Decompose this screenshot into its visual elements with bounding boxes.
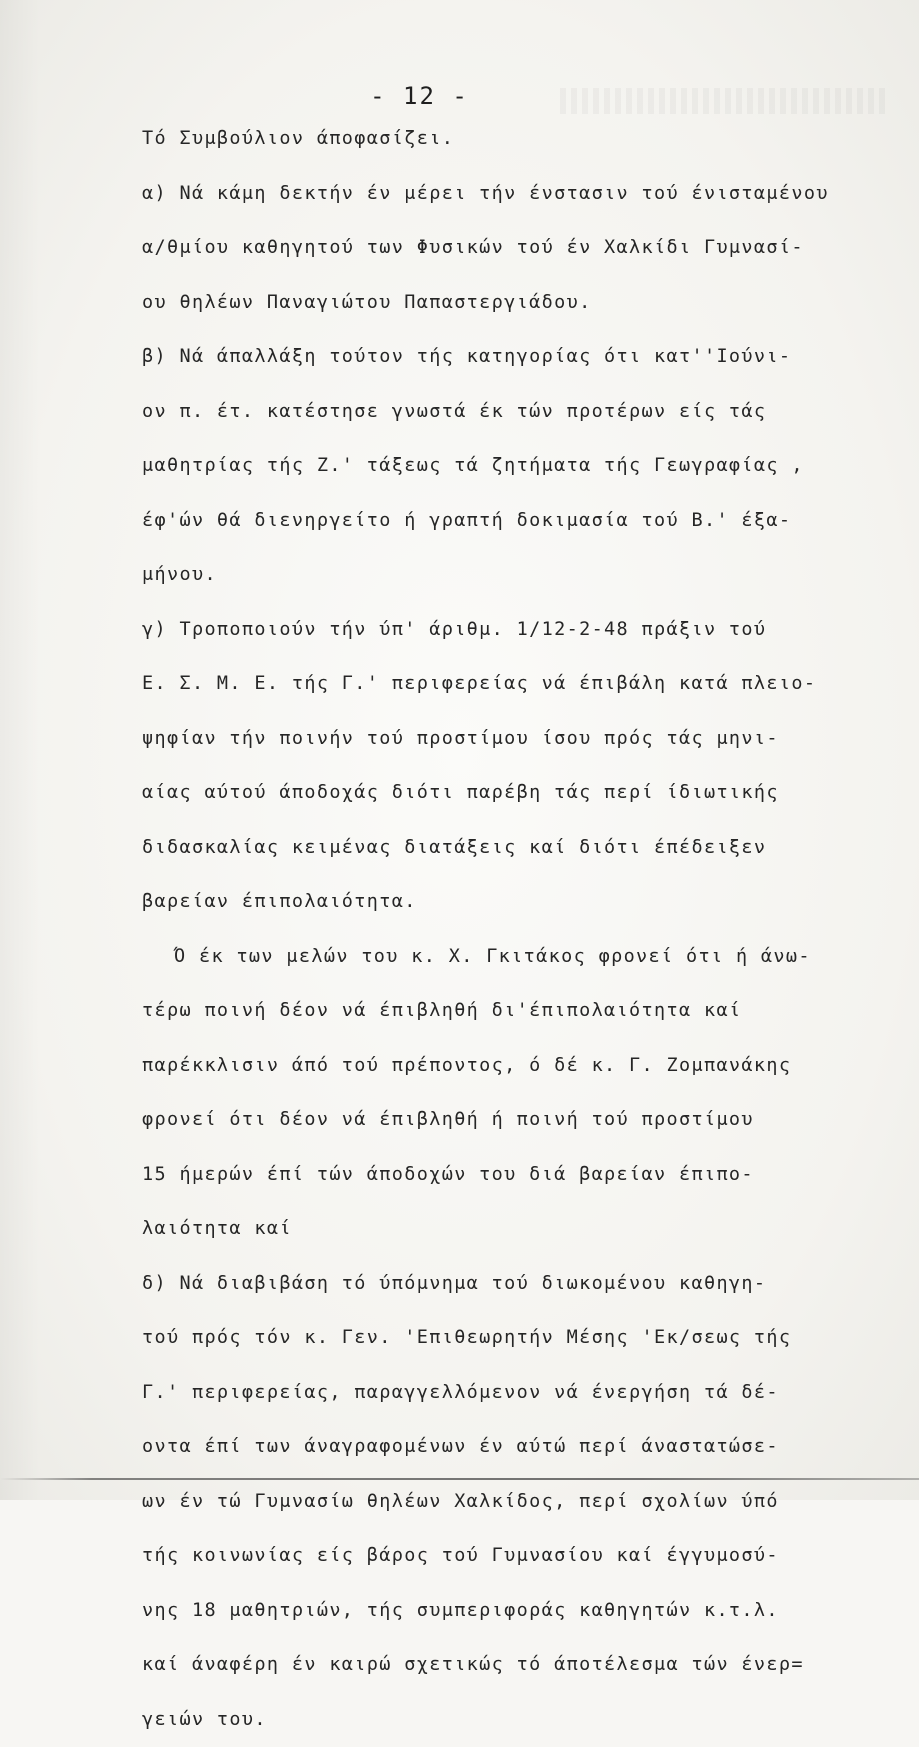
text-line: α/θμίου καθηγητού των Φυσικών τού έν Χαλκίδι Γυμνασί- bbox=[142, 221, 912, 276]
text-line: φρονεί ότι δέον νά έπιβληθή ή ποινή τού προστίμου bbox=[142, 1093, 912, 1148]
text-line: τέρω ποινή δέον νά έπιβληθή δι'έπιπολαιότητα καί bbox=[142, 984, 912, 1039]
page-number: - 12 - bbox=[0, 82, 879, 110]
text-line: ον π. έτ. κατέστησε γνωστά έκ τών προτέρων είς τάς bbox=[142, 385, 912, 440]
text-line: μαθητρίας τής Ζ.' τάξεως τά ζητήματα τής Γεωγραφίας , bbox=[142, 439, 912, 494]
text-line: Τό Συμβούλιον άποφασίζει. bbox=[142, 112, 912, 167]
text-line: τής κοινωνίας είς βάρος τού Γυμνασίου καί έγγυμοσύ- bbox=[142, 1529, 912, 1584]
text-line: αίας αύτού άποδοχάς διότι παρέβη τάς περί ίδιωτικής bbox=[142, 766, 912, 821]
text-line: Ε. Σ. Μ. Ε. τής Γ.' περιφερείας νά έπιβάλη κατά πλειο- bbox=[142, 657, 912, 712]
text-line: βαρείαν έπιπολαιότητα. bbox=[142, 875, 912, 930]
text-line: β) Νά άπαλλάξη τούτον τής κατηγορίας ότι κατ''Ιούνι- bbox=[142, 330, 912, 385]
text-line: διδασκαλίας κειμένας διατάξεις καί διότι έπέδειξεν bbox=[142, 821, 912, 876]
text-line: α) Νά κάμη δεκτήν έν μέρει τήν ένστασιν τού ένισταμένου bbox=[142, 167, 912, 222]
text-line: γ) Τροποποιούν τήν ύπ' άριθμ. 1/12-2-48 πράξιν τού bbox=[142, 603, 912, 658]
text-line: δ) Νά διαβιβάση τό ύπόμνημα τού διωκομένου καθηγη- bbox=[142, 1257, 912, 1312]
text-line: 15 ήμερών έπί τών άποδοχών του διά βαρείαν έπιπο- bbox=[142, 1148, 912, 1203]
text-line: γειών του. bbox=[142, 1693, 912, 1747]
text-line: έφ'ών θά διενηργείτο ή γραπτή δοκιμασία τού Β.' έξα- bbox=[142, 494, 912, 549]
text-line: τού πρός τόν κ. Γεν. 'Επιθεωρητήν Μέσης 'Εκ/σεως τής bbox=[142, 1311, 912, 1366]
text-line: παρέκκλισιν άπό τού πρέποντος, ό δέ κ. Γ. Ζομπανάκης bbox=[142, 1039, 912, 1094]
text-line: μήνου. bbox=[142, 548, 912, 603]
text-line: ου θηλέων Παναγιώτου Παπαστεργιάδου. bbox=[142, 276, 912, 331]
text-line: νης 18 μαθητριών, τής συμπεριφοράς καθηγητών κ.τ.λ. bbox=[142, 1584, 912, 1639]
text-line: λαιότητα καί bbox=[142, 1202, 912, 1257]
text-line: ων έν τώ Γυμνασίω θηλέων Χαλκίδος, περί σχολίων ύπό bbox=[142, 1475, 912, 1530]
text-line: Ό έκ των μελών του κ. Χ. Γκιτάκος φρονεί ότι ή άνω- bbox=[142, 930, 912, 985]
text-line: οντα έπί των άναγραφομένων έν αύτώ περί άναστατώσε- bbox=[142, 1420, 912, 1475]
text-line: Γ.' περιφερείας, παραγγελλόμενον νά ένεργήση τά δέ- bbox=[142, 1366, 912, 1421]
text-line: ψηφίαν τήν ποινήν τού προστίμου ίσου πρός τάς μηνι- bbox=[142, 712, 912, 767]
document-body bbox=[142, 112, 912, 1747]
bottom-divider bbox=[0, 1478, 919, 1480]
text-line: καί άναφέρη έν καιρώ σχετικώς τό άποτέλεσμα τών ένερ= bbox=[142, 1638, 912, 1693]
